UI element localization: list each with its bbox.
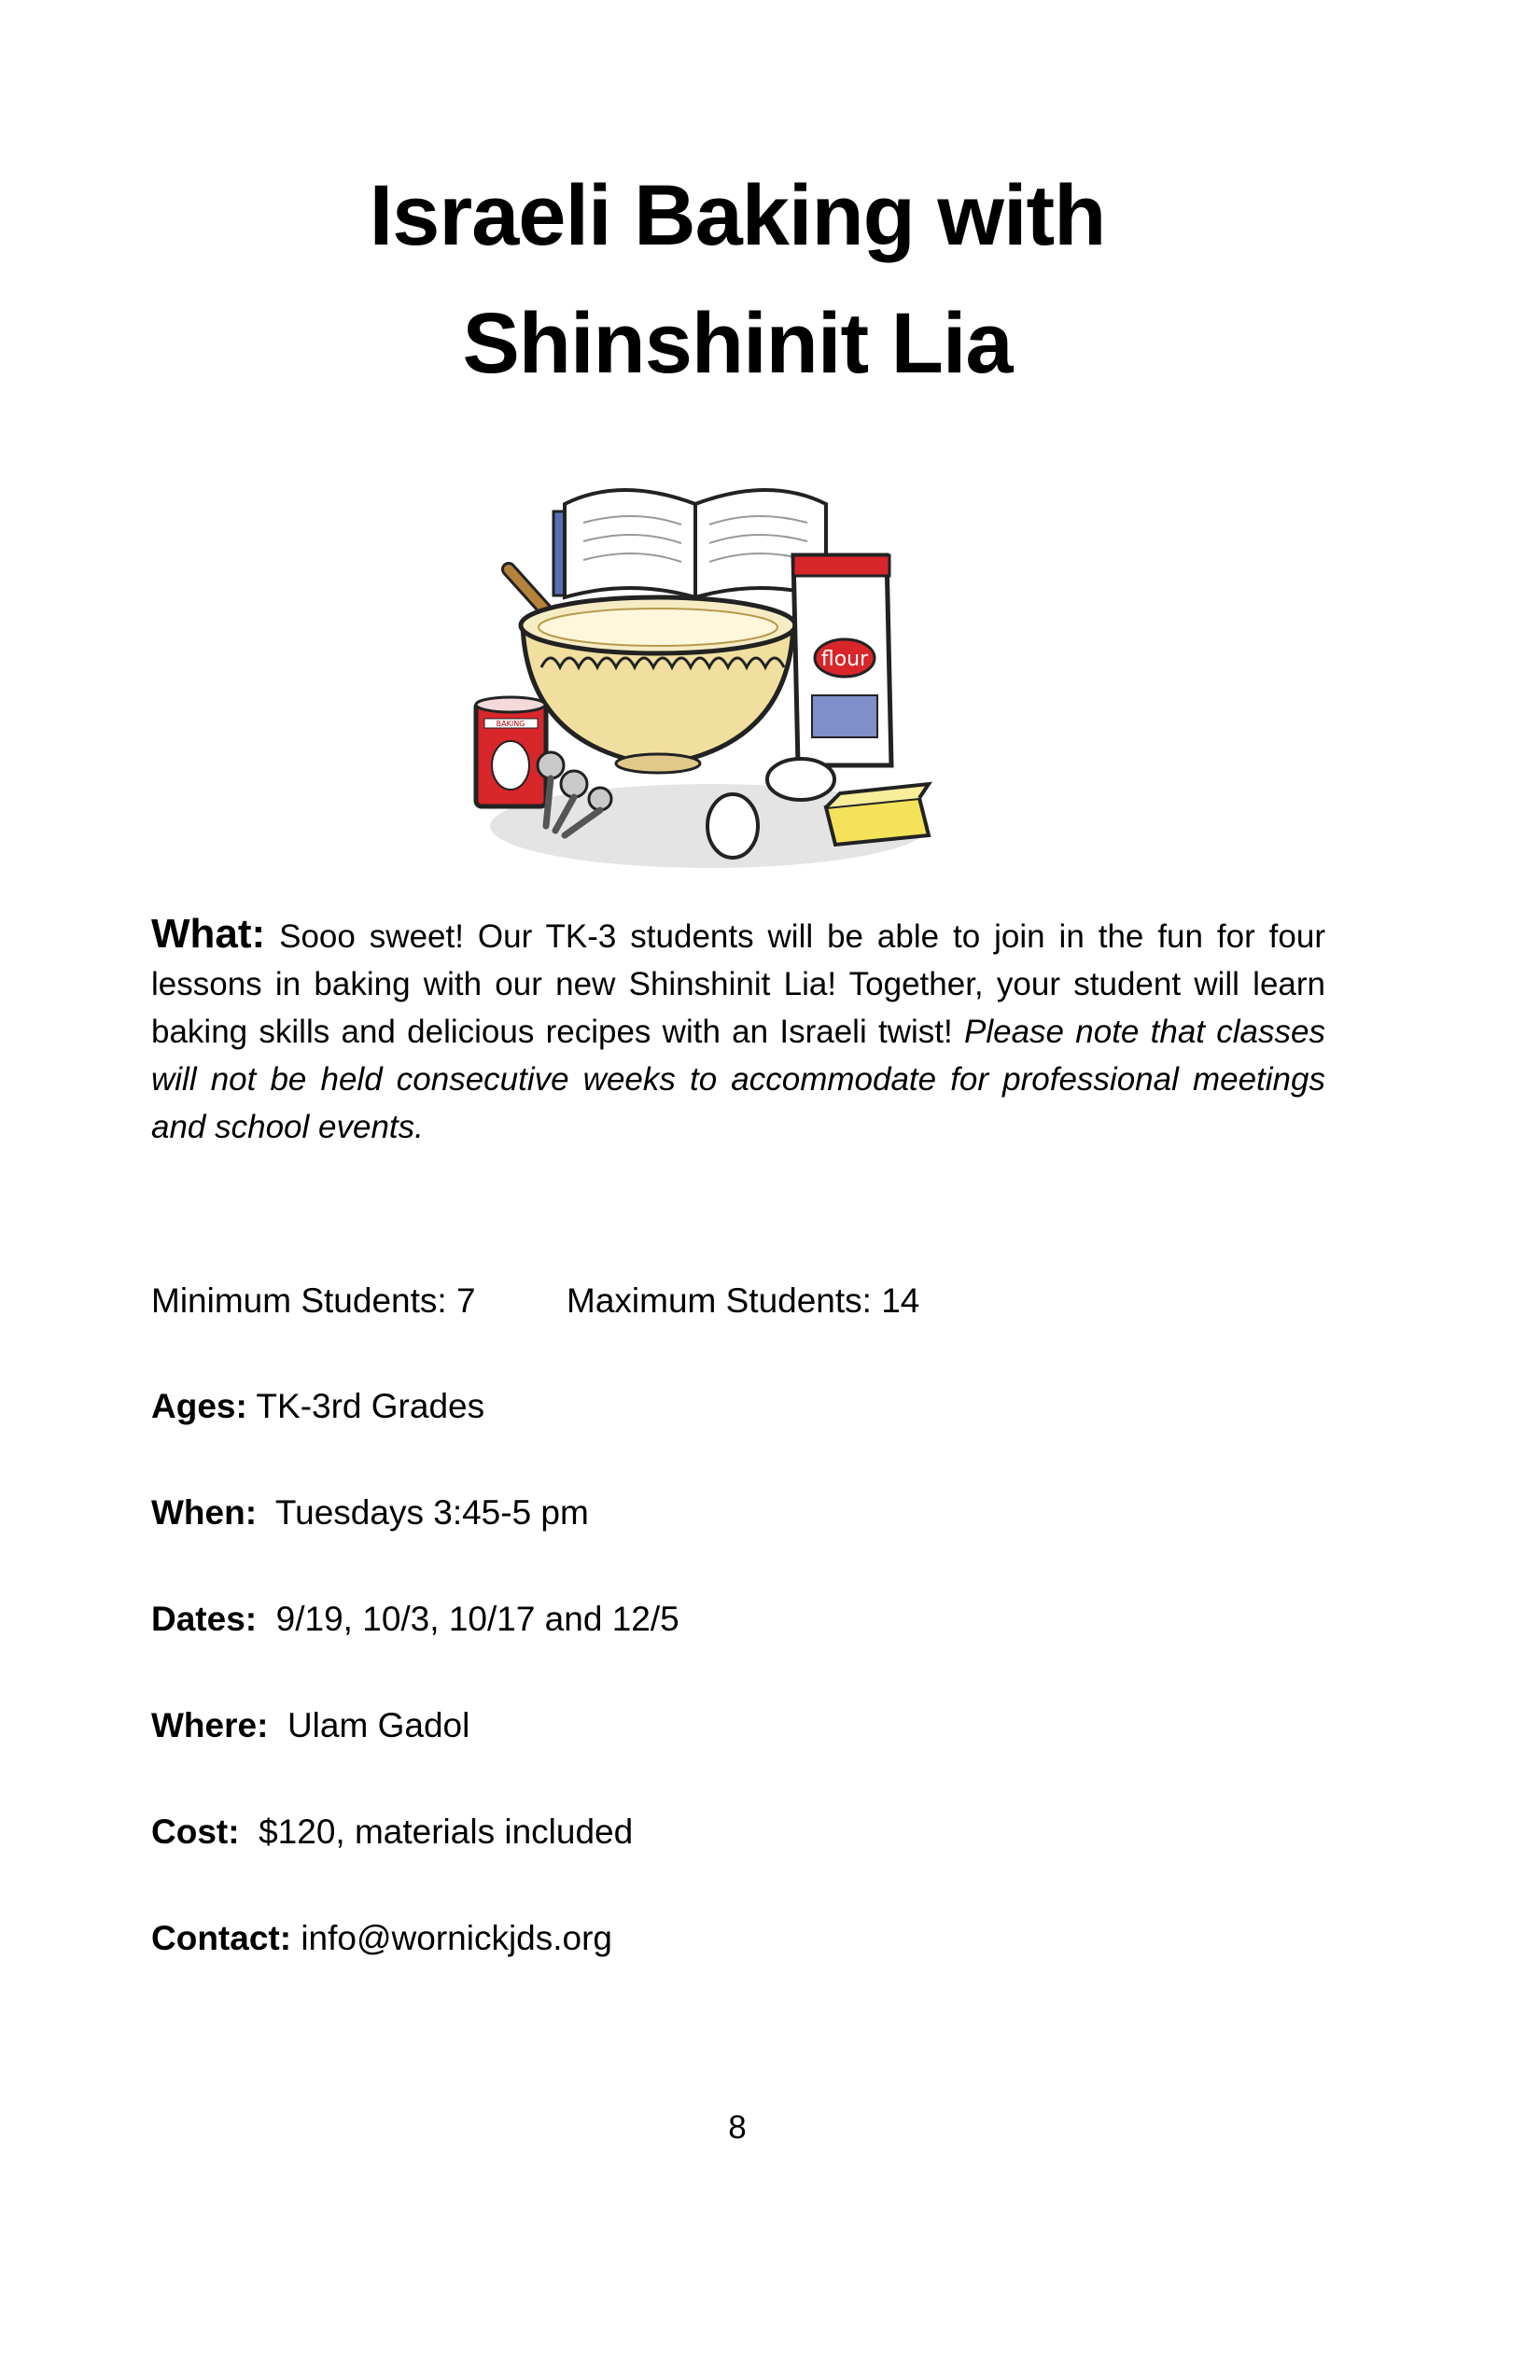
when-value: Tuesdays 3:45-5 pm	[257, 1493, 589, 1532]
where-row	[151, 1708, 469, 1743]
recipe-book-icon	[553, 490, 826, 597]
ages-label: Ages:	[151, 1387, 247, 1425]
cost-label: Cost:	[151, 1813, 240, 1851]
dates-label: Dates:	[151, 1600, 258, 1638]
dates-value: 9/19, 10/3, 10/17 and 12/5	[257, 1600, 679, 1638]
what-label: What:	[151, 911, 266, 957]
where-label: Where:	[151, 1706, 269, 1744]
svg-text:BAKING: BAKING	[496, 720, 525, 728]
contact-label: Contact:	[151, 1919, 292, 1957]
page-title-line-1: Israeli Baking with	[369, 168, 1106, 263]
contact-row	[151, 1921, 612, 1955]
ages-row	[151, 1389, 484, 1423]
contact-email-link[interactable]: info@wornickjds.org	[291, 1919, 613, 1957]
min-students: Minimum Students: 7	[151, 1281, 476, 1320]
flour-bag-icon	[793, 555, 891, 765]
dates-row	[151, 1602, 679, 1636]
egg-icon	[767, 759, 834, 800]
cost-value: $120, materials included	[239, 1813, 634, 1851]
when-label: When:	[151, 1493, 258, 1532]
baking-powder-can-icon	[476, 697, 546, 806]
page-title-line-2: Shinshinit Lia	[462, 296, 1013, 391]
what-note: Please note that classes will not be held consecutive weeks to accommodate for professional meetings and school events.	[151, 1014, 1325, 1145]
what-text: Sooo sweet! Our TK-3 students will be able to join in the fun for four lessons in baking with our new Shinshinit Lia! Together, your student will learn baking skills and delicious recipes with an Israeli twist!	[151, 918, 1325, 1050]
baking-illustration	[471, 467, 947, 877]
ages-value: TK-3rd Grades	[246, 1387, 485, 1425]
what-description	[151, 910, 1325, 1151]
butter-stick-icon	[826, 784, 929, 845]
when-row	[151, 1495, 589, 1530]
where-value: Ulam Gadol	[268, 1706, 470, 1744]
mixing-bowl-icon	[521, 597, 795, 773]
egg-icon	[707, 794, 758, 858]
svg-text:flour: flour	[820, 648, 869, 671]
max-students: Maximum Students: 14	[567, 1281, 920, 1320]
cost-row	[151, 1814, 633, 1849]
page-number: 8	[728, 2109, 747, 2146]
